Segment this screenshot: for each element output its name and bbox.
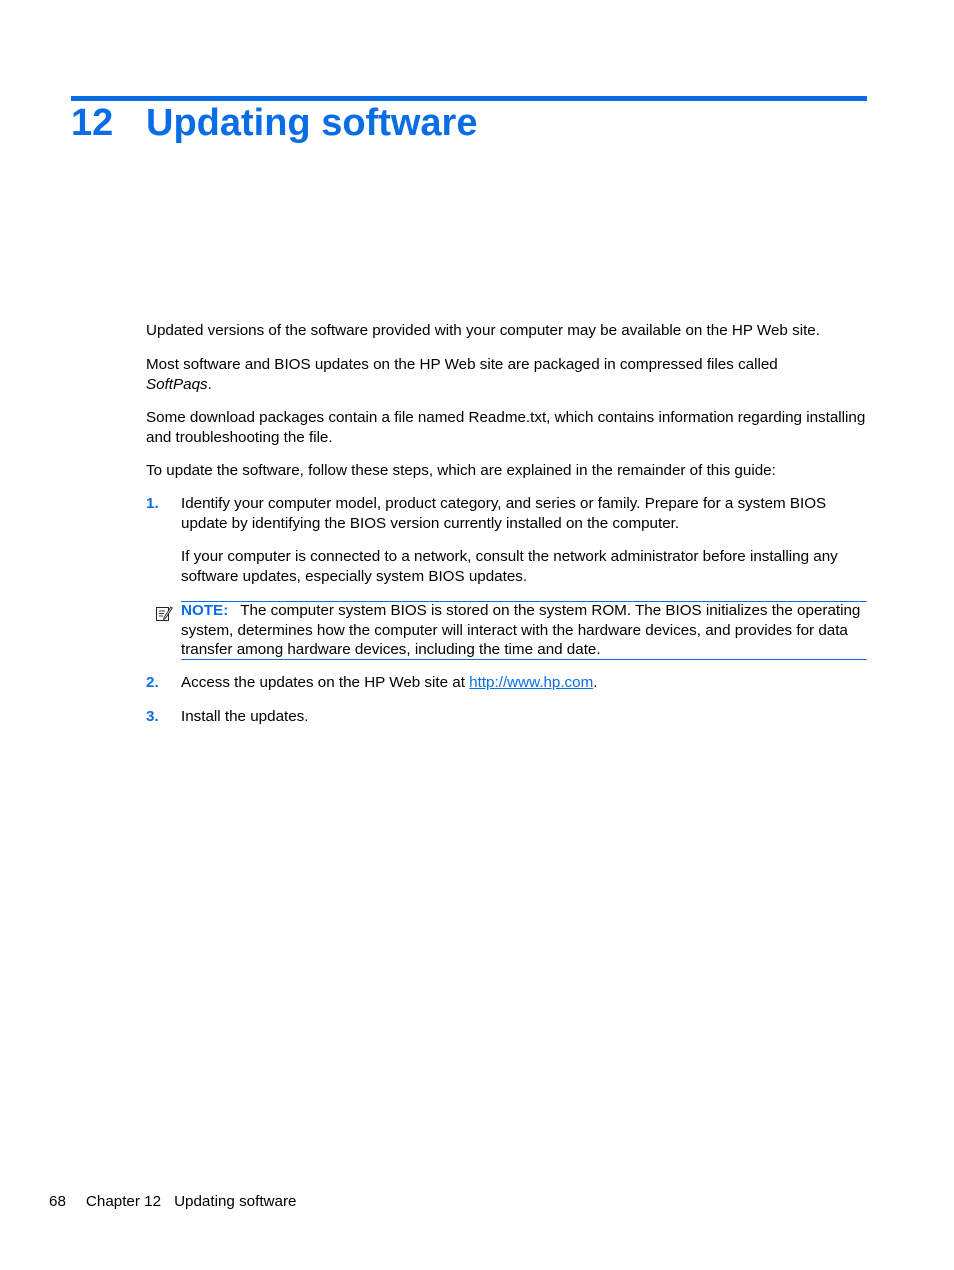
footer-page-number: 68: [49, 1193, 66, 1210]
step-number: 3.: [146, 708, 159, 725]
note-content: [181, 601, 867, 660]
intro-paragraph: Updated versions of the software provided with your computer may be available on the HP Web site.: [146, 322, 820, 339]
step-text: [181, 673, 868, 693]
footer-title: Updating software: [174, 1193, 297, 1210]
chapter-title: Updating software: [146, 102, 478, 144]
softpaqs-period: .: [207, 375, 212, 393]
step-number: 1.: [146, 495, 159, 512]
step-number: 2.: [146, 674, 159, 691]
step-text-after-link: .: [593, 674, 598, 691]
chapter-heading: [71, 100, 477, 146]
note-label: NOTE:: [181, 602, 229, 619]
chapter-number: 12: [71, 102, 114, 144]
note-text: The computer system BIOS is stored on the system ROM. The BIOS initializes the operating system, determines how the computer will interact with the hardware devices, and provides for data transfer among hardware devices, including the time and date.: [181, 602, 861, 658]
step-1-subtext: [146, 547, 868, 586]
softpaqs-paragraph: [146, 355, 868, 394]
footer-chapter: Chapter 12: [85, 1193, 162, 1210]
page-footer: [49, 1192, 296, 1211]
step-1: [146, 494, 868, 533]
step-text: Identify your computer model, product category, and series or family. Prepare for a system BIOS update by identifying the BIOS version currently installed on the computer.: [181, 495, 827, 532]
step-3: [146, 707, 868, 727]
note-pad-icon: [155, 604, 173, 622]
steps-intro-paragraph: To update the software, follow these steps, which are explained in the remainder of this guide:: [146, 462, 776, 479]
step-2: [146, 673, 868, 693]
softpaqs-term: SoftPaqs: [146, 375, 208, 393]
hp-website-link[interactable]: http://www.hp.com: [469, 674, 594, 691]
softpaqs-paragraph-text: Most software and BIOS updates on the HP Web site are packaged in compressed files called: [146, 356, 778, 373]
step-text-before-link: Access the updates on the HP Web site at: [181, 674, 470, 691]
step-text: Install the updates.: [181, 708, 309, 725]
step-subtext: If your computer is connected to a network, consult the network administrator before installing any software updates, especially system BIOS updates.: [181, 548, 838, 585]
note-box: [181, 601, 867, 660]
readme-paragraph: Some download packages contain a file named Readme.txt, which contains information regarding installing and troubleshooting the file.: [146, 409, 866, 446]
